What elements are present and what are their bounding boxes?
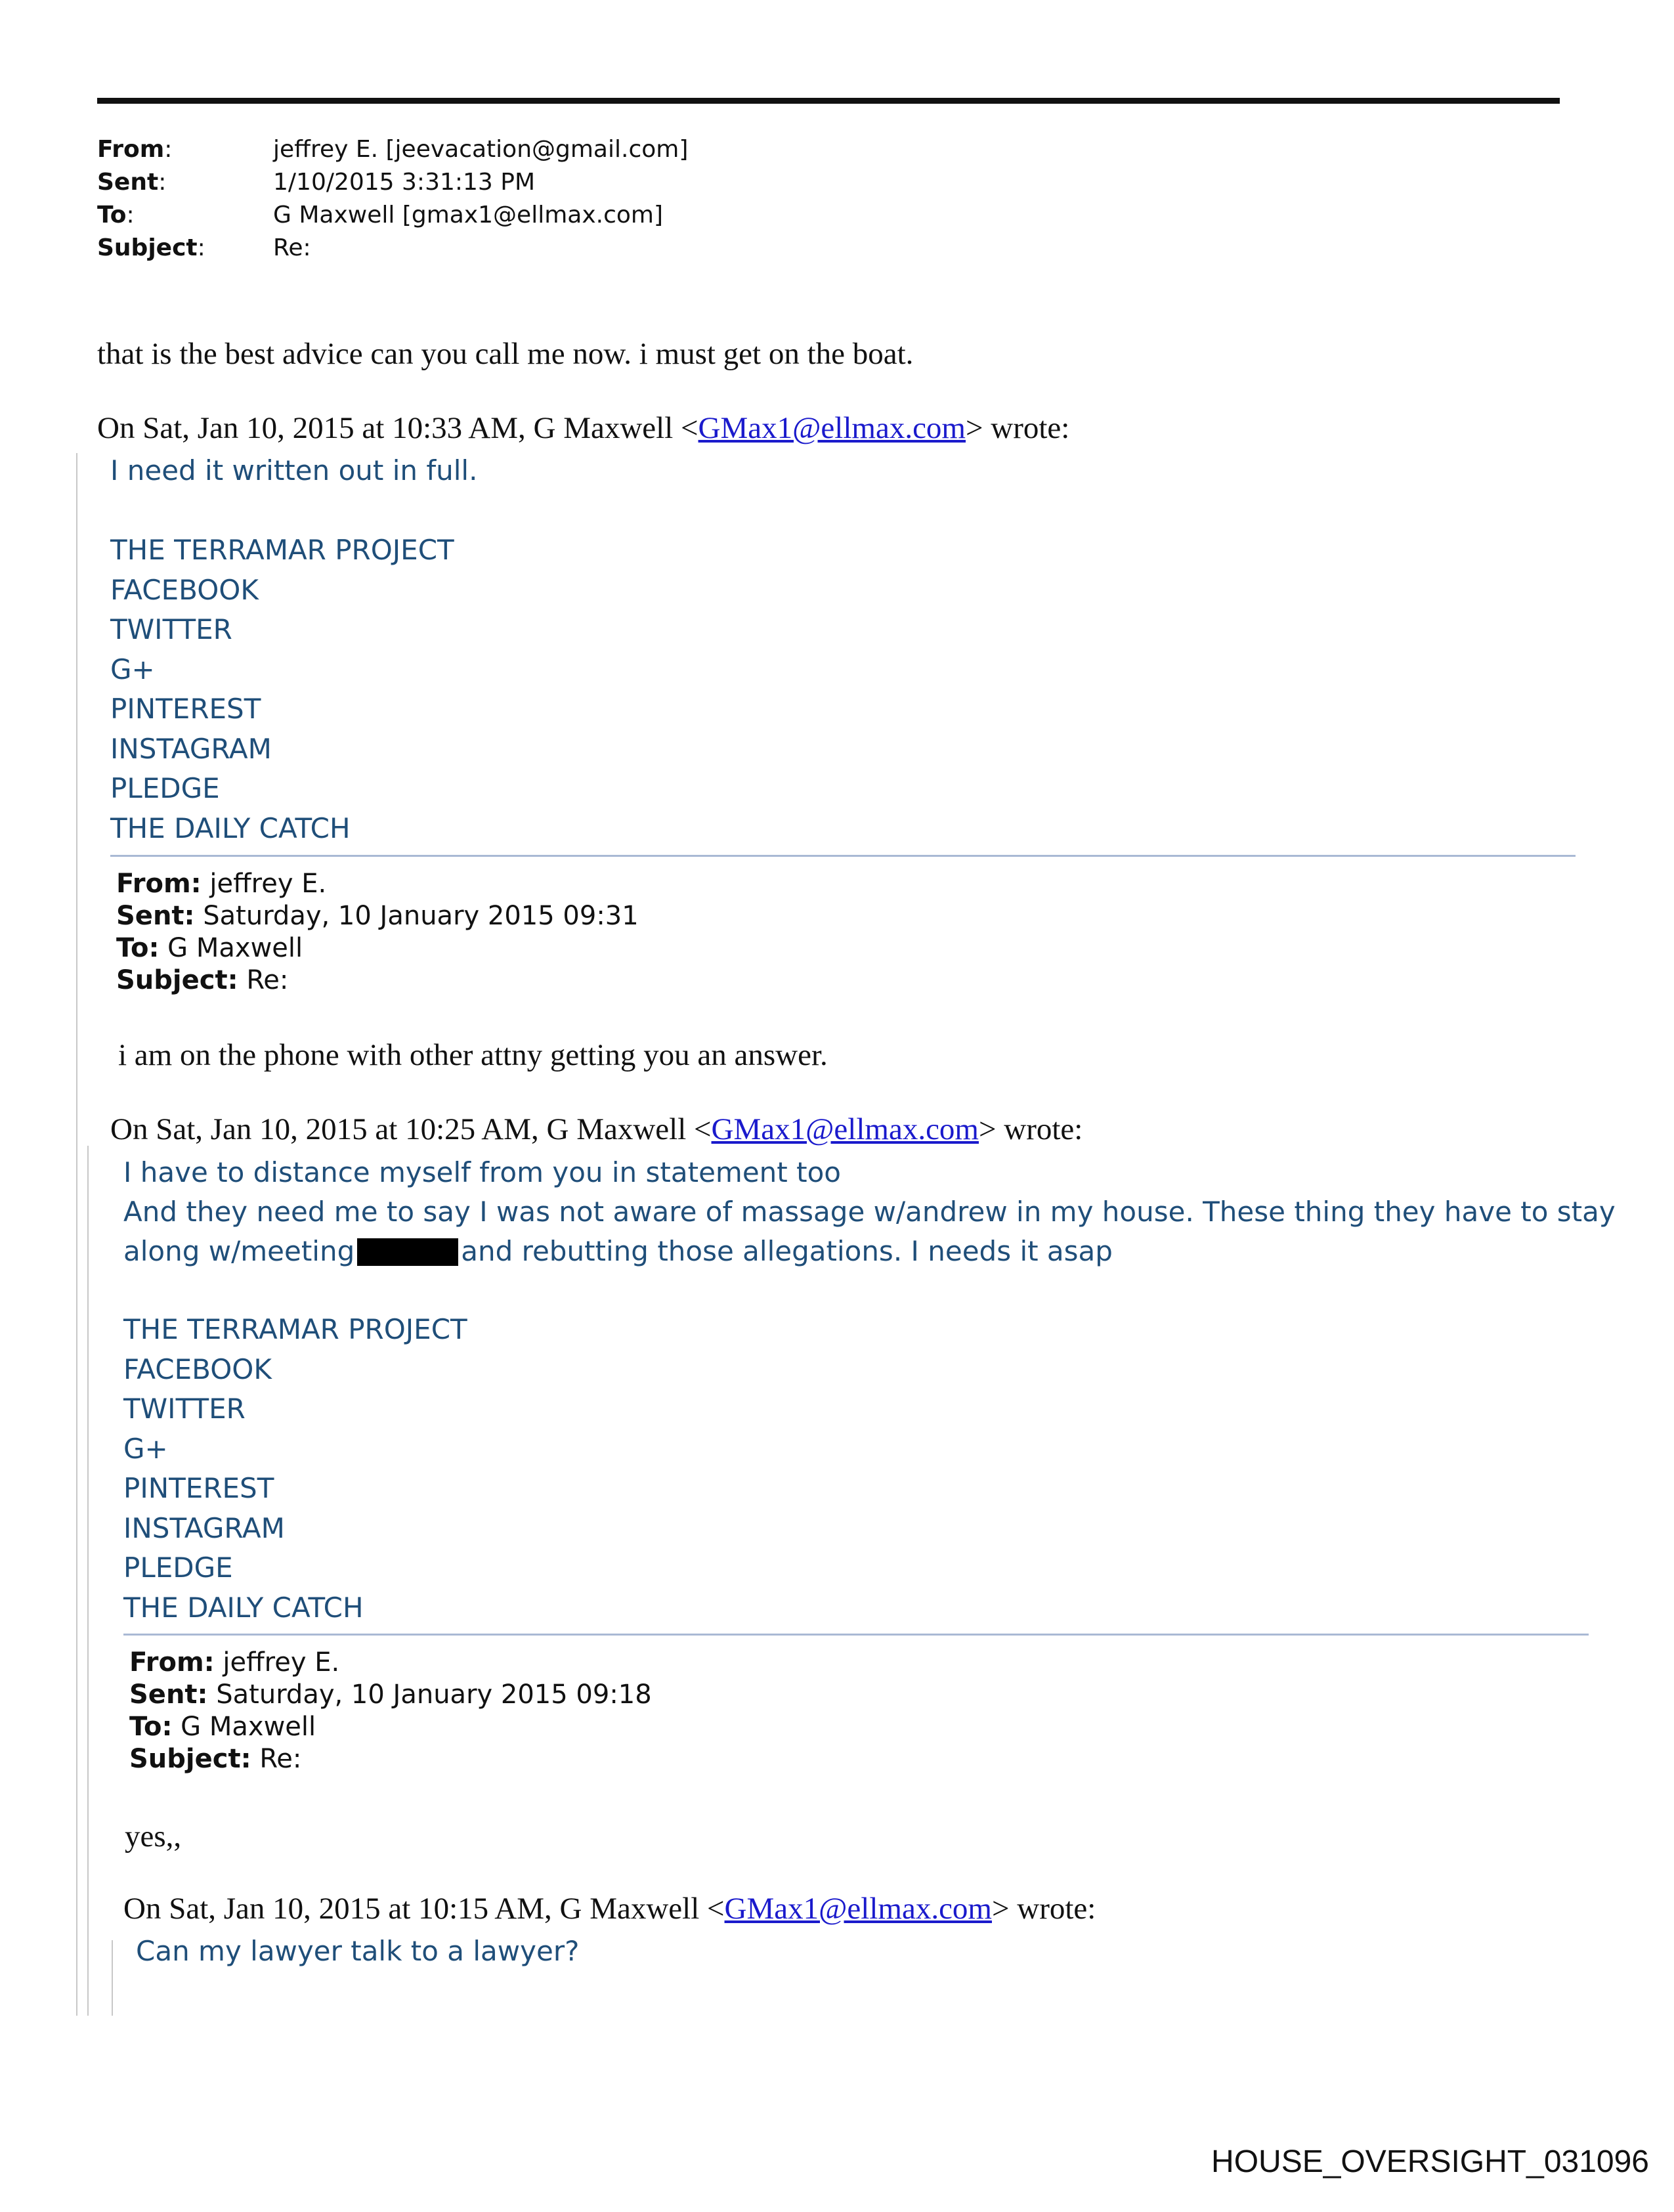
- forward2-quote: Can my lawyer talk to a lawyer?: [136, 1935, 580, 1967]
- forward2-body: yes,,: [125, 1819, 182, 1854]
- header-from-label: From: [97, 136, 165, 163]
- header-subject-label: Subject: [97, 234, 198, 261]
- message1-body: that is the best advice can you call me now. i must get on the boat.: [97, 337, 914, 371]
- top-rule: [97, 98, 1560, 104]
- forward1-sent-row: Sent: Saturday, 10 January 2015 09:31: [116, 901, 639, 931]
- signature-item[interactable]: INSTAGRAM: [110, 732, 272, 765]
- header-sent-value: 1/10/2015 3:31:13 PM: [273, 169, 536, 196]
- document-page: From: jeffrey E. [jeevacation@gmail.com] Sent: 1/10/2015 3:31:13 PM To: G Maxwell [gmax1@ellmax.com] Subject: Re: that is the best advice can you call me now. i must get on the boat. On Sat, Jan 10, 2015 at 10:33 AM, G Maxwell <GMax1@ellmax.com> wrote: I need it written out in full. THE TERRAMAR PROJECT FACEBOOK TWITTER G+ PINTEREST INSTAGRAM PLEDGE THE DAILY CATCH From: jeffrey E. Sent: Saturday, 10 January 2015 09:31 To: G Maxwell Subject: Re: i am on the phone with other attny getting you an answer. On Sat, Jan 10, 2015 at 10:25 AM, G Maxwell <GMax1@ellmax.com> wrote: I have to distance myself from you in statement too And they need me to say I was not aware of massage w/andrew in my house. These thing they have to stay along w/meeting and rebutting those allegations. I needs it asap THE TERRAMAR PROJECT FACEBOOK TWITTER G+ PINTEREST INSTAGRAM PLEDGE THE DAILY CATCH From: jeffrey E. Sent: Saturday, 10 January 2015 09:18 To: G Maxwell Subject: Re: yes,, On Sat, Jan 10, 2015 at 10:15 AM, G Maxwell <GMax1@ellmax.com> wrote: Can my lawyer talk to a lawyer? HOUSE_OVERSIGHT_031096: [0, 0, 1674, 2212]
- signature-item[interactable]: G+: [123, 1432, 168, 1465]
- forward1-from-row: From: jeffrey E.: [116, 869, 327, 899]
- header-to-value: G Maxwell [gmax1@ellmax.com]: [273, 202, 663, 228]
- forward1-body: i am on the phone with other attny getting you an answer.: [118, 1038, 828, 1072]
- forward2-from-row: From: jeffrey E.: [129, 1647, 340, 1678]
- signature-item[interactable]: G+: [110, 653, 155, 685]
- quote-gutter-inner: [112, 1940, 113, 2016]
- signature-list-1: [110, 531, 454, 848]
- signature-item[interactable]: THE DAILY CATCH: [110, 812, 351, 844]
- signature-item[interactable]: FACEBOOK: [110, 573, 259, 606]
- forward1-email-link[interactable]: GMax1@ellmax.com: [711, 1112, 979, 1146]
- message1-email-link[interactable]: GMax1@ellmax.com: [698, 411, 966, 445]
- forward1-quote-line1: I have to distance myself from you in statement too: [123, 1156, 841, 1188]
- message1-quote-intro: On Sat, Jan 10, 2015 at 10:33 AM, G Maxwell <GMax1@ellmax.com> wrote:: [97, 411, 1070, 445]
- bates-number: HOUSE_OVERSIGHT_031096: [1211, 2144, 1649, 2179]
- message1-quote: I need it written out in full.: [110, 454, 478, 487]
- forward1-to-row: To: G Maxwell: [116, 933, 303, 963]
- forward2-to-row: To: G Maxwell: [129, 1712, 316, 1742]
- signature-item[interactable]: TWITTER: [110, 613, 232, 645]
- header-subject-value: Re:: [273, 234, 311, 261]
- separator-2: [123, 1634, 1589, 1636]
- header-from-value: jeffrey E. [jeevacation@gmail.com]: [273, 136, 689, 163]
- header-sent-label: Sent: [97, 169, 159, 196]
- forward1-subject-row: Subject: Re:: [116, 965, 289, 995]
- signature-item[interactable]: THE TERRAMAR PROJECT: [123, 1313, 467, 1345]
- signature-item[interactable]: FACEBOOK: [123, 1353, 272, 1385]
- signature-item[interactable]: TWITTER: [123, 1393, 246, 1425]
- forward2-subject-row: Subject: Re:: [129, 1744, 302, 1774]
- header-to-label: To: [97, 202, 127, 228]
- signature-item[interactable]: PLEDGE: [123, 1551, 233, 1584]
- quote-gutter-outer: [76, 453, 77, 2016]
- signature-item[interactable]: THE DAILY CATCH: [123, 1591, 364, 1624]
- forward1-quote-line3: along w/meeting and rebutting those allegations. I needs it asap: [123, 1235, 1113, 1267]
- redaction-block: [357, 1238, 458, 1266]
- forward1-quote-line2: And they need me to say I was not aware of massage w/andrew in my house. These thing they have to stay: [123, 1196, 1616, 1228]
- quote-gutter-middle: [87, 1146, 89, 2016]
- signature-item[interactable]: THE TERRAMAR PROJECT: [110, 534, 454, 566]
- forward2-email-link[interactable]: GMax1@ellmax.com: [724, 1892, 992, 1926]
- signature-item[interactable]: PINTEREST: [123, 1472, 274, 1504]
- forward2-sent-row: Sent: Saturday, 10 January 2015 09:18: [129, 1680, 652, 1710]
- signature-item[interactable]: INSTAGRAM: [123, 1511, 285, 1544]
- forward1-quote-intro: On Sat, Jan 10, 2015 at 10:25 AM, G Maxwell <GMax1@ellmax.com> wrote:: [110, 1112, 1083, 1146]
- signature-list-2: [123, 1310, 467, 1628]
- signature-item[interactable]: PINTEREST: [110, 693, 261, 725]
- signature-item[interactable]: PLEDGE: [110, 772, 220, 804]
- forward2-quote-intro: On Sat, Jan 10, 2015 at 10:15 AM, G Maxwell <GMax1@ellmax.com> wrote:: [123, 1892, 1096, 1926]
- separator-1: [110, 855, 1576, 857]
